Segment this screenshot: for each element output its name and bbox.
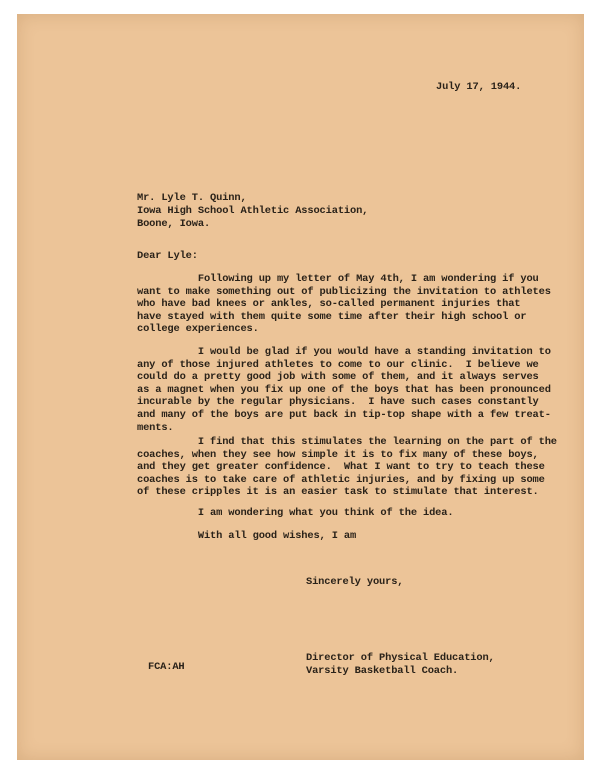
paragraph-line: could do a pretty good job with some of them, and it always serves <box>137 371 539 384</box>
paragraph-line: Following up my letter of May 4th, I am wondering if you <box>137 273 539 285</box>
paragraph-line: I find that this stimulates the learning on the part of the <box>137 436 557 448</box>
recipient-organization: Iowa High School Athletic Association, <box>137 205 369 217</box>
letter-page <box>17 14 584 760</box>
paragraph-line: and many of the boys are put back in tip-top shape with a few treat- <box>137 408 551 421</box>
paragraph-line: as a magnet when you fix up one of the boys that has been pronounced <box>137 383 551 396</box>
paragraph-line: I am wondering what you think of the idea. <box>137 507 454 519</box>
recipient-city: Boone, Iowa. <box>137 218 211 230</box>
paragraph-line: who have bad knees or ankles, so-called permanent injuries that <box>137 298 521 311</box>
paragraph-line: any of those injured athletes to come to our clinic. I believe we <box>137 358 539 371</box>
paragraph-line: have stayed with them quite some time after their high school or <box>137 310 527 323</box>
letter-date: July 17, 1944. <box>436 81 522 93</box>
paragraph-line: ments. <box>137 421 174 434</box>
paragraph-4 <box>137 507 453 520</box>
signature-title-line-1: Director of Physical Education, <box>306 652 495 664</box>
paragraph-line: of these cripples it is an easier task to stimulate that interest. <box>137 486 539 499</box>
paragraph-line: coaches, when they see how simple it is to fix many of these boys, <box>137 448 539 461</box>
recipient-name: Mr. Lyle T. Quinn, <box>137 192 247 204</box>
closing: Sincerely yours, <box>306 576 404 588</box>
paragraph-3 <box>137 436 557 499</box>
paragraph-line: want to make something out of publicizing the invitation to athletes <box>137 285 551 298</box>
paragraph-1 <box>137 273 551 336</box>
paragraph-line: coaches is to take care of athletic injuries, and by fixing up some <box>137 473 545 486</box>
paragraph-line: incurable by the regular physicians. I have such cases constantly <box>137 396 539 409</box>
paragraph-5 <box>137 530 356 543</box>
paragraph-line: and they get greater confidence. What I want to try to teach these <box>137 461 545 474</box>
signature-title-line-2: Varsity Basketball Coach. <box>306 665 459 677</box>
paragraph-2 <box>137 346 551 434</box>
paragraph-line: With all good wishes, I am <box>137 530 357 542</box>
salutation: Dear Lyle: <box>137 250 198 262</box>
paragraph-line: I would be glad if you would have a standing invitation to <box>137 346 551 358</box>
reference-initials: FCA:AH <box>148 661 185 673</box>
paragraph-line: college experiences. <box>137 323 259 336</box>
